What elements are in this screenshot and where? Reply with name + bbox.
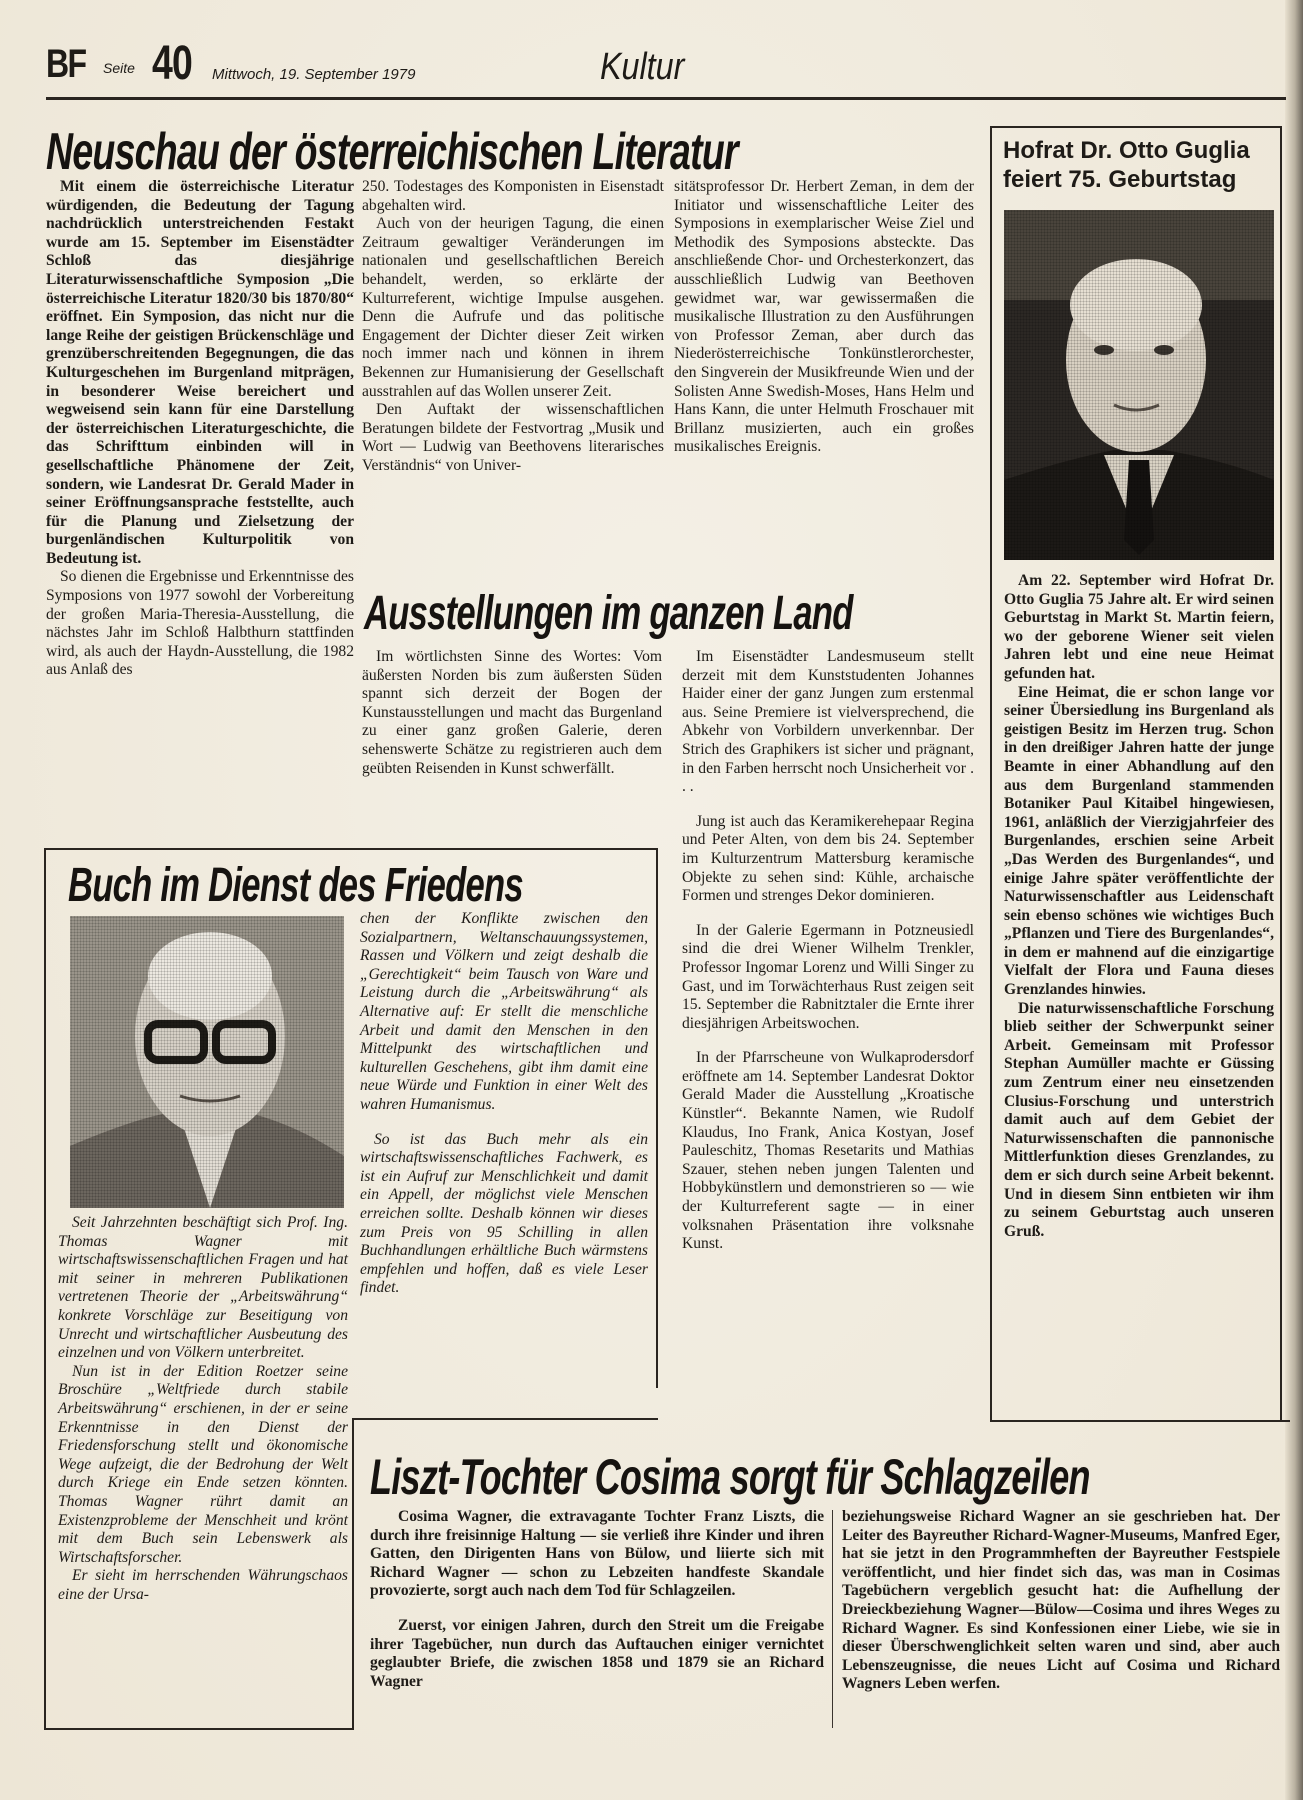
paragraph: Nun ist in der Edition Roetzer seine Broschüre „Weltfriede durch stabile Arbeitswährung“ erschienen, in der er seine Erkenntnisse in den Dienst der Friedensforschung stellt und ökonomische Wege aufzeigt, die der Bedrohung der Welt durch Kriege ein Ende setzen könnten. Thomas Wagner rührt damit an Existenzprobleme der Menschheit und krönt mit dem Buch sein Lebenswerk als Wirtschaftsforscher. [58, 1362, 348, 1566]
ausstellungen-column-2 [682, 648, 974, 1254]
box-border [352, 1418, 658, 1420]
paragraph: So dienen die Ergebnisse und Erkenntnisse des Symposions von 1977 sowohl der Vorbereitung der großen Maria-Theresia-Ausstellung, die nächstes Jahr im Schloß Halbthurn stattfinden wird, als auch der Haydn-Ausstellung, die 1982 aus Anlaß des [46, 568, 354, 679]
paragraph: Eine Heimat, die er schon lange vor seiner Übersiedlung ins Burgenland als geistigen Besitz im Herzen trug. Schon in den dreißiger Jahren hatte der junge Beamte in einer Abhandlung auf den aus dem Burgenland stammenden Botaniker Paul Kitaibel hingewiesen, 1961, anläßlich der Vierzigjahrfeier des Burgenlandes, erschien seine Arbeit „Das Werden des Burgenlandes“, und einige Jahre später veröffentlichte der Naturwissenschaftler aus Leidenschaft sein ebenso schönes wie wichtiges Buch „Pflanzen und Tiere des Burgenlandes“, in dem er mahnend auf die einzigartige Vielfalt der Flora und Fauna dieses Grenzlandes hinwies. [1004, 683, 1274, 999]
halftone-texture [1004, 210, 1274, 560]
liszt-column-1 [370, 1508, 824, 1691]
paragraph: Er sieht im herrschenden Währungschaos eine der Ursa- [58, 1567, 348, 1603]
page-number: 40 [152, 37, 193, 90]
paragraph: So ist das Buch mehr als ein wirtschaftswissenschaftliches Fachwerk, es ist ein Aufruf zur Menschlichkeit und damit ein Appell, der möglichst viele Menschen erreichen sollte. Deshalb können wir dieses zum Preis von 95 Schilling in allen Buchhandlungen erhältliche Buch wärmstens empfehlen und hoffen, daß es viele Leser findet. [360, 1130, 648, 1297]
paragraph: Den Auftakt der wissenschaftlichen Beratungen bildete der Festvortrag „Musik und Wort — Ludwig van Beethovens literarisches Verständnis“ von Univer- [362, 401, 664, 474]
paragraph: Mit einem die österreichische Literatur würdigenden, die Bedeutung der Tagung nachdrücklich unterstreichenden Festakt wurde am 15. September im Eisenstädter Schloß das diesjährige Literaturwissenschaftliche Symposion „Die österreichische Literatur 1820/30 bis 1870/80“ eröffnet. Ein Symposion, das nicht nur die lange Reihe der geistigen Brückenschläge und grenzüberschreitenden Begegnungen, die das Kulturgeschehen im Burgenland mitprägen, in besonderer Weise bereichert und wegweisend sein kann für eine Darstellung der österreichischen Literaturgeschichte, die das Schrifttum einbinden will in gesellschaftliche Phänomene der Zeit, sondern, wie Landesrat Dr. Gerald Mader in seiner Eröffnungsansprache feststellte, auch für die Planung und Zielsetzung der burgenländischen Kulturpolitik von Bedeutung ist. [46, 178, 354, 567]
guglia-body [1004, 572, 1274, 1241]
guglia-photo [1004, 210, 1274, 560]
headline-neuschau: Neuschau der österreichischen Literatur [46, 123, 738, 181]
paragraph: In der Galerie Egermann in Potzneusiedl sind die drei Wiener Wilhelm Trenkler, Professor Ingomar Lorenz und Willi Singer zu Gast, und im Torwächterhaus Rust zeigen seit 15. September die Rabnitztaler die Ernte ihrer diesjährigen Arbeitswochen. [682, 921, 974, 1032]
headline-ausstellungen: Ausstellungen im ganzen Land [364, 587, 853, 640]
column-divider [832, 1510, 833, 1728]
page-edge-shadow [1285, 0, 1303, 1800]
paragraph: In der Pfarrscheune von Wulkaprodersdorf eröffnete am 14. September Landesrat Doktor Gerald Mader die Ausstellung „Kroatische Künstler“. Bekannte Namen, wie Rudolf Klaudus, Ino Frank, Anica Kostyan, Josef Pauleschitz, Thomas Resetarits und Mathias Szauer, stehen neben jungen Talenten und Hobbykünstlern und demonstrieren so — wie der Kulturreferent sagte — in einer volksnahen Präsentation ihre volksnahe Kunst. [682, 1049, 974, 1253]
liszt-column-2 [842, 1508, 1280, 1694]
wagner-photo [70, 916, 344, 1208]
box-border [352, 1418, 354, 1730]
paragraph: Die naturwissenschaftliche Forschung blieb seither der Schwerpunkt seiner Arbeit. Gemeinsam mit Professor Stephan Aumüller machte er Güssing zum Zentrum einer neu einsetzenden Clusius-Forschung und unterstrich damit auch auf dem Gebiet der Naturwissenschaften die pannonische Mittlerfunktion dieses Grenzlandes, zu dem er sich durch seine Arbeit bekennt. Und in diesem Sinn entbieten wir ihm zu seinem Geburtstag auch unseren Gruß. [1004, 999, 1274, 1240]
page-label: Seite [103, 60, 135, 76]
ausstellungen-column-1 [362, 648, 662, 778]
box-border [990, 1420, 1290, 1422]
box-border [44, 1386, 46, 1730]
paragraph: beziehungsweise Richard Wagner an sie geschrieben hat. Der Leiter des Bayreuther Richard-Wagner-Museums, Manfred Eger, hat sie jetzt in den Programmheften der Bayreuther Festspiele veröffentlicht, und hier findet sich das, was man in Cosimas Tagebüchern vergeblich gesucht hat: die Aufhellung der Dreieckbeziehung Wagner—Bülow—Cosima und ihres Weges zu Richard Wagner. Es sind Konfessionen einer Liebe, wie sie in dieser Überschwenglichkeit selten waren und sind, aber auch Lebenszeugnisse, die neues Licht auf Cosima und Richard Wagners Leben werfen. [842, 1508, 1280, 1693]
section-title: Kultur [600, 46, 685, 88]
issue-date: Mittwoch, 19. September 1979 [212, 66, 416, 83]
neuschau-column-2 [362, 178, 664, 476]
paragraph: Zuerst, vor einigen Jahren, durch den Streit um die Freigabe ihrer Tagebücher, nun durch das Auftauchen einiger vernichtet geglaubter Briefe, die zwischen 1858 und 1879 sie an Richard Wagner [370, 1616, 824, 1690]
paper-logo: BF [46, 42, 86, 86]
buch-column-1 [58, 1214, 348, 1604]
paragraph: Im Eisenstädter Landesmuseum stellt derzeit mit dem Kunststudenten Johannes Haider einer der ganz Jungen zum erstenmal aus. Seine Premiere ist vielversprechend, die Abkehr von Vorbildern unverkennbar. Der Strich des Graphikers ist sicher und prägnant, in den Farben herrscht noch Unsicherheit vor . . . [682, 648, 974, 796]
masthead-rule [46, 97, 1286, 100]
paragraph: Seit Jahrzehnten beschäftigt sich Prof. Ing. Thomas Wagner mit wirtschaftswissenschaftlichen Fragen und hat mit seiner in mehreren Publikationen vertretenen Theorie der „Arbeitswährung“ konkrete Vorschläge zur Beseitigung von Unrecht und wirtschaftlicher Ausbeutung des einzelnen und von Völkern unterbreitet. [58, 1214, 348, 1362]
headline-guglia: Hofrat Dr. Otto Guglia feiert 75. Geburtstag [1003, 137, 1250, 193]
paragraph: 250. Todestages des Komponisten in Eisenstadt abgehalten wird. [362, 178, 664, 214]
buch-column-2 [360, 910, 648, 1298]
halftone-texture [70, 916, 344, 1208]
box-border [44, 1728, 352, 1730]
paragraph: Cosima Wagner, die extravagante Tochter Franz Liszts, die durch ihre freisinnige Haltung — sie verließ ihre Kinder und ihren Gatten, den Dirigenten Hans von Bülow, und liierte sich mit Richard Wagner — schon zu Lebzeiten handfeste Skandale provozierte, sorgt auch nach dem Tod für Schlagzeilen. [370, 1508, 824, 1600]
neuschau-column-1 [46, 178, 354, 680]
paragraph: Auch von der heurigen Tagung, die einen Zeitraum gewaltiger Veränderungen im nationalen und gesellschaftlichen Bereich behandelt, werden, so erklärte der Kulturreferent, wichtige Impulse ausgehen. Denn die Aufrufe und das politische Engagement der Dichter dieser Zeit wirken noch immer nach und können in ihrem Bekennen zur Humanisierung der Gesellschaft ausstrahlen auf das Wollen unserer Zeit. [362, 215, 664, 400]
paragraph: chen der Konflikte zwischen den Sozialpartnern, Weltanschauungssystemen, Rassen und Völkern und zeigt deshalb die „Gerechtigkeit“ beim Tausch von Ware und Leistung durch die „Arbeitswährung“ als Alternative auf: Er stellt die menschliche Arbeit und damit den Menschen in den Mittelpunkt des wirtschaftlichen und kulturellen Geschehens, gibt ihm damit eine neue Würde und Funktion in einer Welt des wahren Humanismus. [360, 910, 648, 1113]
headline-liszt: Liszt-Tochter Cosima sorgt für Schlagzeilen [370, 1449, 1090, 1505]
neuschau-column-3 [674, 178, 974, 457]
headline-buch: Buch im Dienst des Friedens [68, 859, 523, 912]
paragraph: sitätsprofessor Dr. Herbert Zeman, in dem der Initiator und wissenschaftliche Leiter des Symposions in exemplarischer Weise Ziel und Methodik des Symposions absteckte. Das anschließende Chor- und Orchesterkonzert, das ausschließlich Ludwig van Beethoven gewidmet war, war gewissermaßen die musikalische Illustration zu den Ausführungen von Professor Zeman, aber durch das Niederösterreichische Tonkünstlerorchester, den Singverein der Musikfreunde Wien und der Solisten Anne Swedish-Moses, Hans Helm und Hans Kann, die unter Helmuth Froschauer mit Brillanz musizierten, auch ein großes musikalisches Ereignis. [674, 178, 974, 456]
paragraph: Im wörtlichsten Sinne des Wortes: Vom äußersten Norden bis zum äußersten Süden spannt sich derzeit der Bogen der Kunstausstellungen und macht das Burgenland zu einer ganz großen Galerie, deren sehenswerte Schätze zu registrieren auch dem geübten Reisenden in Kunst schwerfällt. [362, 648, 662, 777]
paragraph: Am 22. September wird Hofrat Dr. Otto Guglia 75 Jahre alt. Er wird seinen Geburtstag in Markt St. Martin feiern, wo der geborene Wiener seit vielen Jahren lebt und eine neue Heimat gefunden hat. [1004, 572, 1274, 682]
paragraph: Jung ist auch das Keramikerehepaar Regina und Peter Alten, von dem bis 24. September im Kulturzentrum Mattersburg keramische Objekte zu sehen sind: Kühle, archaische Formen und strenges Dekor dominieren. [682, 812, 974, 905]
